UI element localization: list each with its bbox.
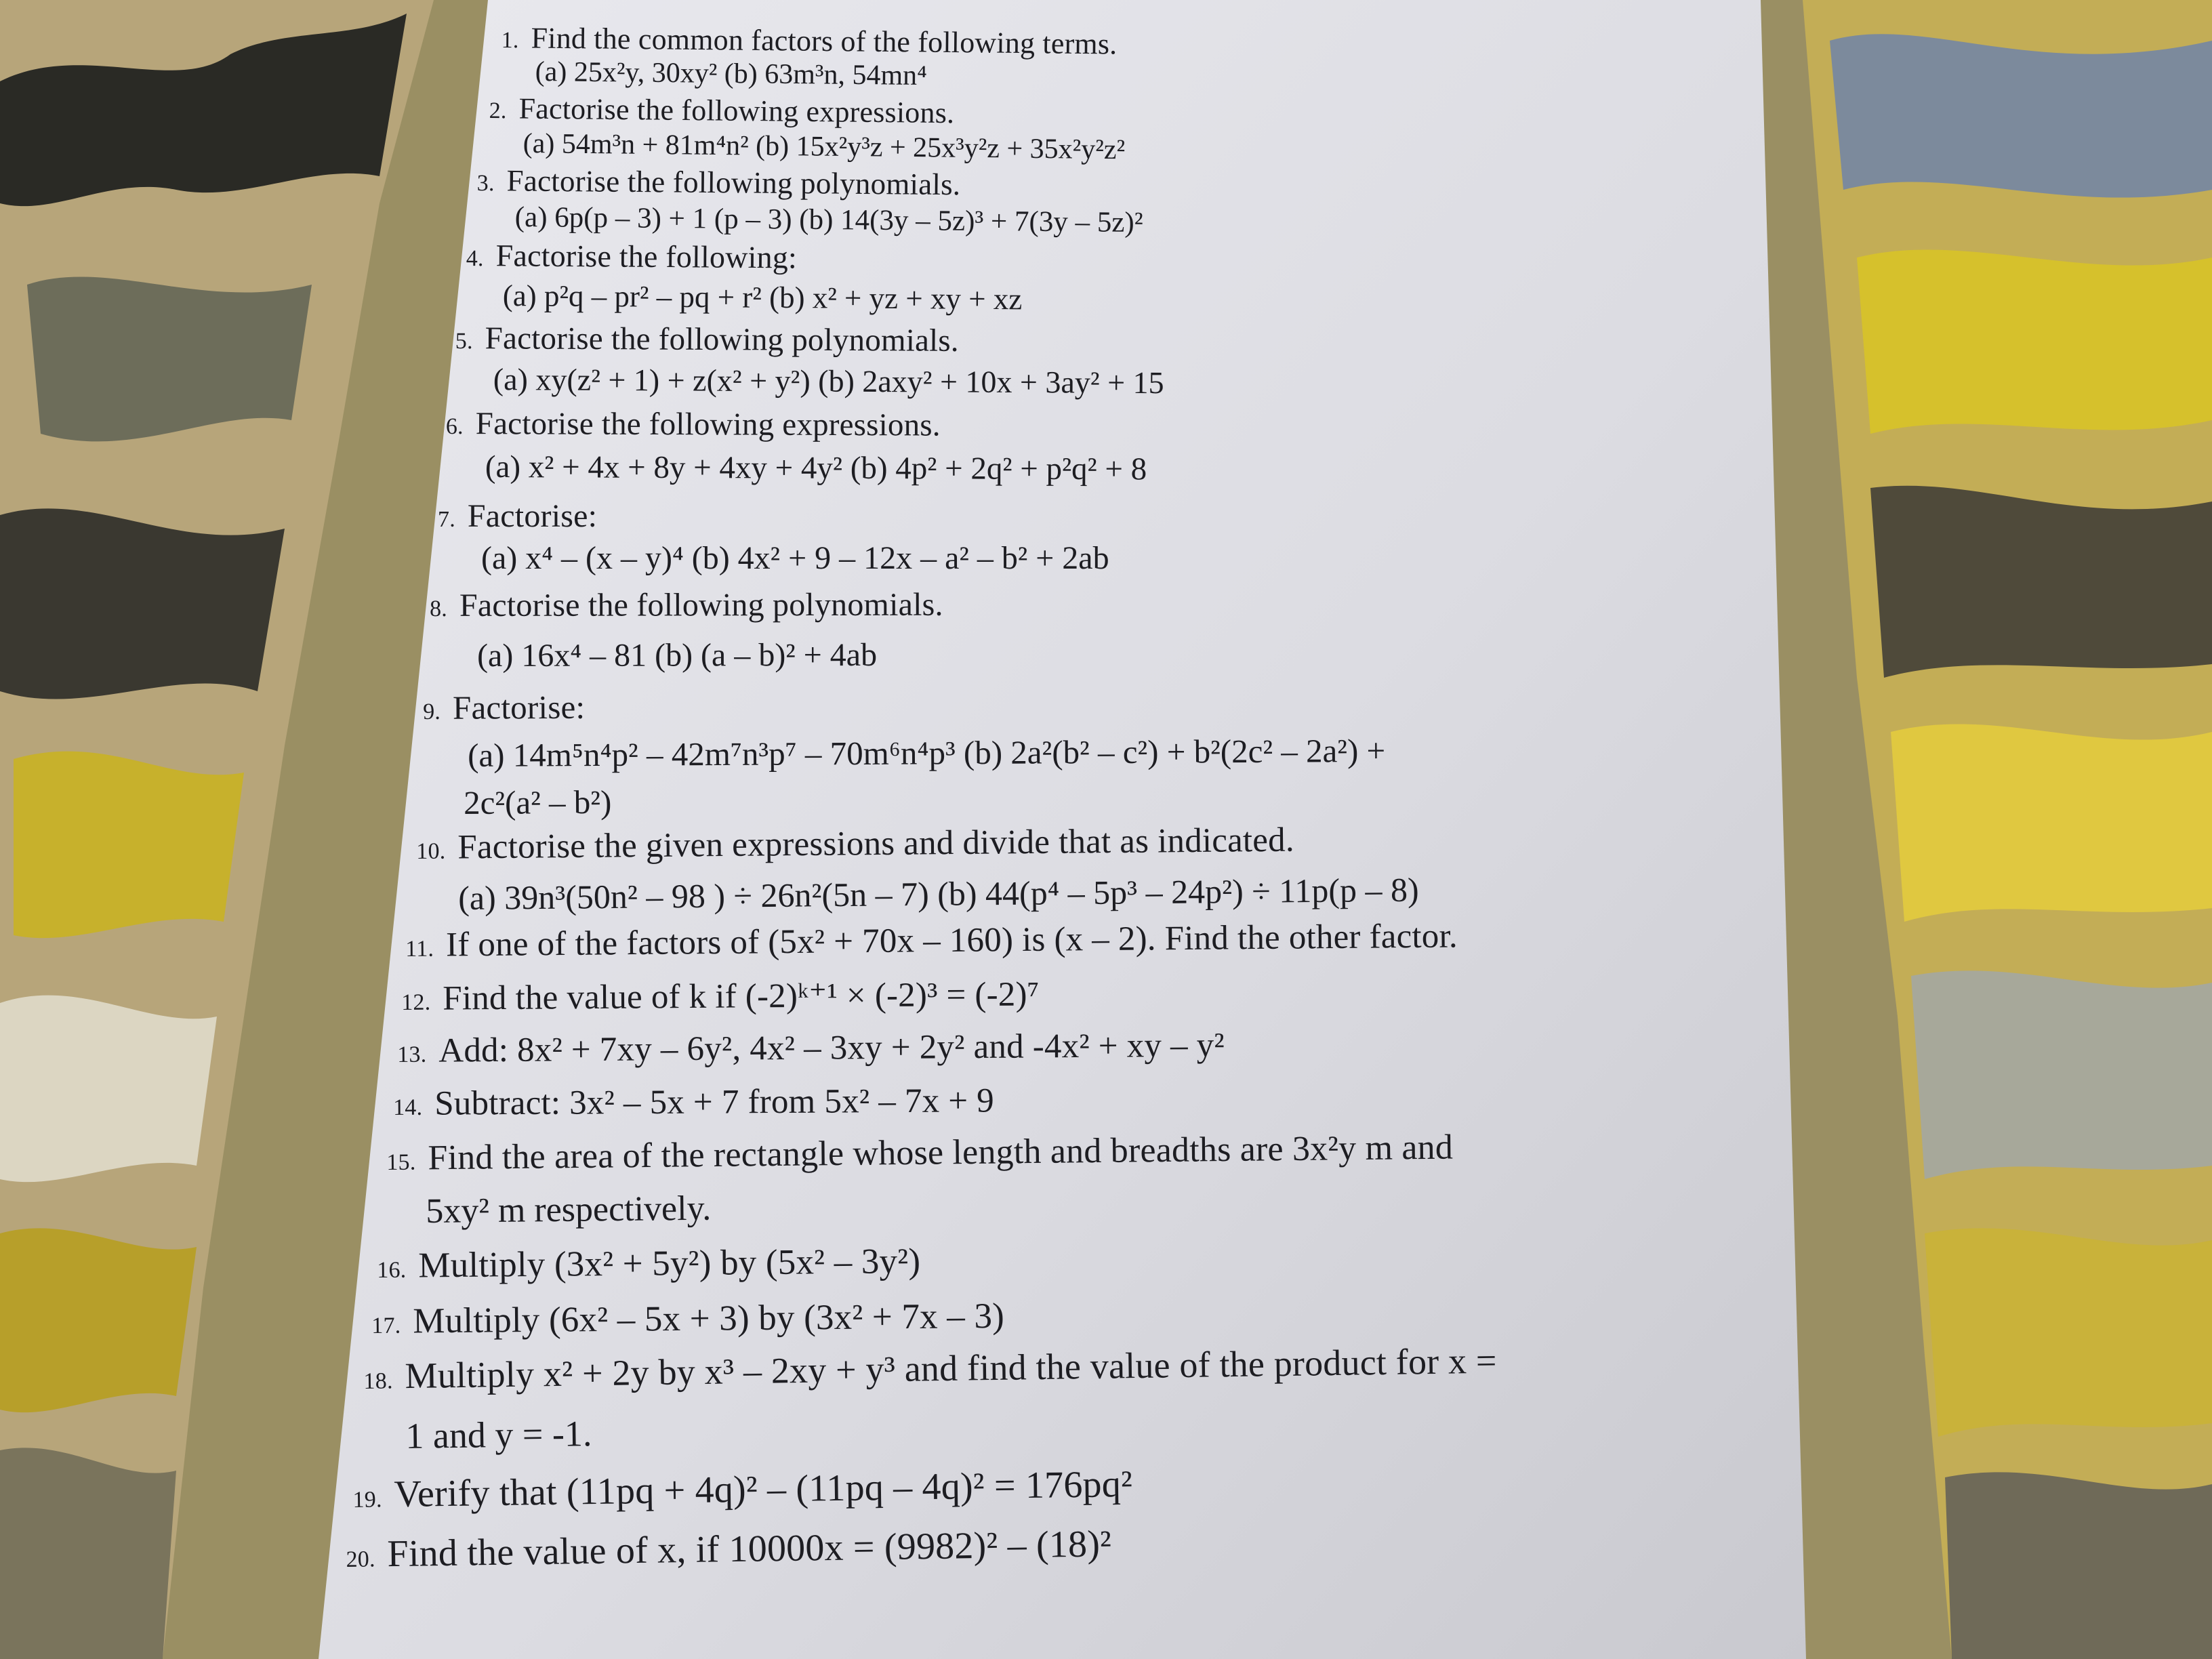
question-number: 10.	[416, 838, 446, 864]
question-text: Factorise the following:	[495, 238, 798, 275]
question-number: 8.	[430, 596, 447, 621]
question-number: 12.	[401, 989, 431, 1015]
question-number: 11.	[405, 936, 434, 962]
question-text: Multiply (6x² – 5x + 3) by (3x² + 7x – 3)	[413, 1296, 1005, 1341]
question-2	[489, 91, 954, 130]
question-text: Find the common factors of the following terms.	[531, 21, 1118, 61]
question-1	[501, 20, 1117, 62]
question-number: 13.	[397, 1042, 427, 1067]
question-14	[393, 1081, 994, 1124]
question-text: Find the value of k if (-2)ᵏ⁺¹ × (-2)³ = (-2)⁷	[443, 975, 1040, 1018]
question-text: Multiply (3x² + 5y²) by (5x² – 3y²)	[418, 1242, 921, 1286]
question-text: Factorise the given expressions and divide that as indicated.	[457, 821, 1295, 867]
question-number: 6.	[445, 413, 464, 440]
question-text: Factorise the following expressions.	[518, 91, 955, 130]
question-4	[466, 237, 798, 275]
question-5-parts: (a) xy(z² + 1) + z(x² + y²) (b) 2axy² + 10x + 3ay² + 15	[493, 362, 1164, 401]
question-number: 5.	[455, 328, 473, 354]
question-text: Find the value of x, if 10000x = (9982)² – (18)²	[387, 1523, 1112, 1576]
question-text: Factorise:	[452, 688, 586, 726]
question-4-parts: (a) p²q – pr² – pq + r² (b) x² + yz + xy + xz	[502, 278, 1023, 316]
question-3	[477, 163, 961, 202]
question-7	[438, 497, 597, 535]
question-number: 9.	[423, 699, 441, 724]
question-text: Find the area of the rectangle whose length and breadths are 3x²y m and	[428, 1128, 1454, 1178]
question-number: 2.	[489, 98, 507, 124]
question-number: 19.	[352, 1487, 382, 1513]
question-text: Factorise the following polynomials.	[459, 586, 943, 623]
question-13	[397, 1025, 1225, 1071]
question-1-parts: (a) 25x²y, 30xy² (b) 63m³n, 54mn⁴	[535, 56, 928, 92]
question-text: Factorise the following polynomials.	[485, 321, 959, 359]
question-number: 3.	[476, 170, 495, 197]
question-text: Factorise the following expressions.	[475, 406, 941, 443]
question-number: 18.	[363, 1368, 393, 1394]
question-text: Multiply x² + 2y by x³ – 2xy + y³ and find the value of the product for x =	[405, 1340, 1498, 1397]
question-8-parts: (a) 16x⁴ – 81 (b) (a – b)² + 4ab	[477, 636, 878, 674]
question-text: Verify that (11pq + 4q)² – (11pq – 4q)² = 176pq²	[394, 1462, 1133, 1516]
question-9-parts: (a) 14m⁵n⁴p² – 42m⁷n³p⁷ – 70m⁶n⁴p³ (b) 2a²(b² – c²) + b²(2c² – 2a²) +	[468, 731, 1386, 774]
question-9	[423, 688, 585, 727]
question-number: 16.	[377, 1257, 407, 1283]
question-text: Add: 8x² + 7xy – 6y², 4x² – 3xy + 2y² and -4x² + xy – y²	[438, 1026, 1225, 1070]
question-8	[430, 586, 943, 624]
question-number: 7.	[438, 507, 455, 532]
question-6	[446, 405, 941, 444]
question-7-parts: (a) x⁴ – (x – y)⁴ (b) 4x² + 9 – 12x – a² – b² + 2ab	[481, 540, 1109, 576]
question-3-parts: (a) 6p(p – 3) + 1 (p – 3) (b) 14(3y – 5z)³ + 7(3y – 5z)²	[514, 201, 1143, 239]
question-text: Subtract: 3x² – 5x + 7 from 5x² – 7x + 9	[434, 1082, 995, 1123]
question-12	[401, 974, 1040, 1019]
question-number: 4.	[466, 245, 484, 272]
question-16	[377, 1241, 920, 1286]
question-number: 17.	[371, 1313, 401, 1338]
question-15-parts: 5xy² m respectively.	[426, 1189, 712, 1231]
question-18-parts: 1 and y = -1.	[405, 1413, 592, 1456]
question-number: 15.	[386, 1149, 416, 1175]
question-10	[416, 821, 1294, 867]
question-2-parts: (a) 54m³n + 81m⁴n² (b) 15x²y³z + 25x³y²z + 35x²y²z²	[523, 127, 1126, 166]
question-text: Factorise the following polynomials.	[506, 163, 961, 202]
question-17	[371, 1296, 1004, 1342]
question-number: 20.	[346, 1547, 375, 1572]
question-5	[455, 320, 959, 359]
question-number: 1.	[501, 27, 519, 54]
question-6-parts: (a) x² + 4x + 8y + 4xy + 4y² (b) 4p² + 2q² + p²q² + 8	[485, 449, 1147, 487]
question-number: 14.	[393, 1094, 423, 1120]
question-10-parts: (a) 39n³(50n² – 98 ) ÷ 26n²(5n – 7) (b) 44(p⁴ – 5p³ – 24p²) ÷ 11p(p – 8)	[458, 870, 1419, 917]
question-9-parts-cont: 2c²(a² – b²)	[464, 783, 612, 821]
question-text: If one of the factors of (5x² + 70x – 160) is (x – 2). Find the other factor.	[445, 917, 1458, 964]
question-text: Factorise:	[467, 498, 598, 534]
